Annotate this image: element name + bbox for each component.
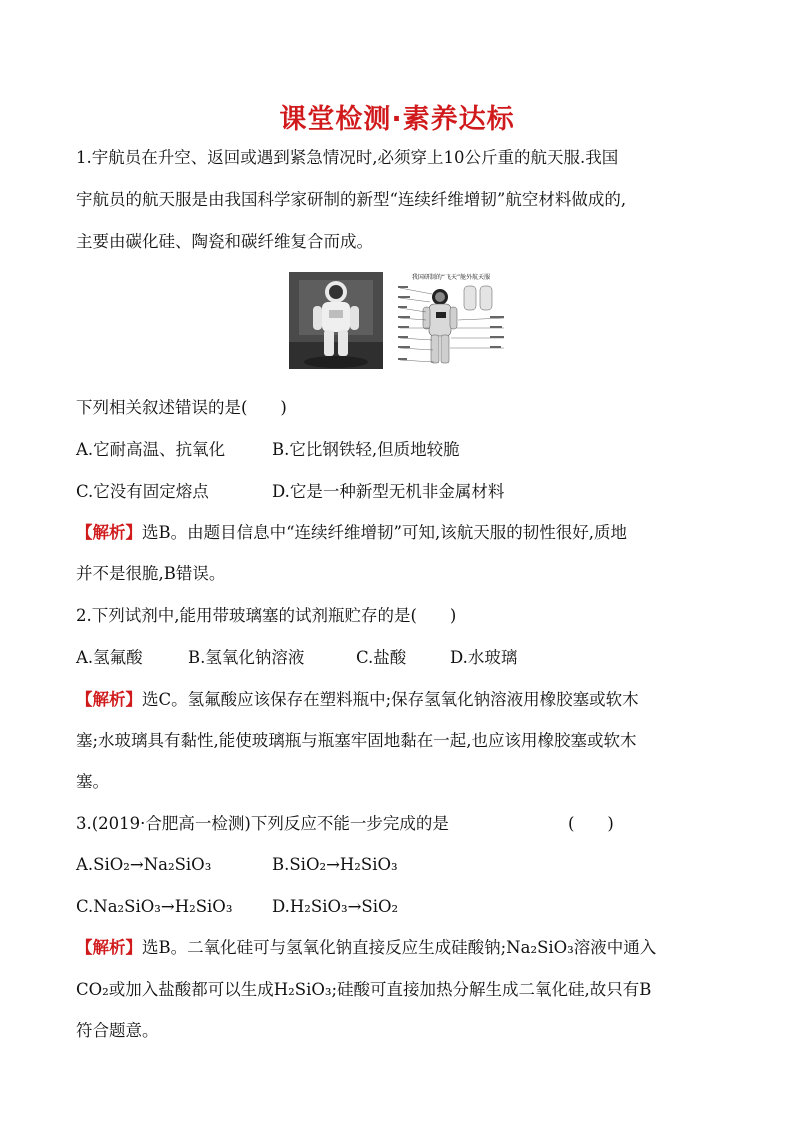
q3-answer-line-1 — [76, 936, 656, 960]
q3-option-a: A.SiO₂→Na₂SiO₃ — [76, 855, 212, 874]
page-title: 课堂检测·素养达标 — [279, 104, 515, 135]
q3-answer-line-3: 符合题意。 — [76, 1021, 159, 1040]
q3-answer-line-2: CO₂或加入盐酸都可以生成H₂SiO₃;硅酸可直接加热分解生成二氧化硅,故只有B — [76, 980, 652, 999]
q3-answer-paren: ( ) — [568, 814, 614, 833]
q1-text-line-2: 宇航员的航天服是由我国科学家研制的新型“连续纤维增韧”航空材料做成的, — [76, 190, 627, 209]
q3-option-b: B.SiO₂→H₂SiO₃ — [272, 855, 398, 874]
q2-stem: 2.下列试剂中,能用带玻璃塞的试剂瓶贮存的是( ) — [76, 606, 457, 625]
q2-answer-line-1 — [76, 688, 639, 712]
q2-option-d: D.水玻璃 — [450, 648, 518, 667]
q2-answer-text-1: 选C。氢氟酸应该保存在塑料瓶中;保存氢氧化钠溶液用橡胶塞或软木 — [142, 690, 639, 709]
q3-answer-text-1: 选B。二氧化硅可与氢氧化钠直接反应生成硅酸钠;Na₂SiO₃溶液中通入 — [142, 938, 657, 957]
diagram-caption: 我国研制的“飞天”舱外航天服 — [411, 274, 491, 281]
q3-option-c: C.Na₂SiO₃→H₂SiO₃ — [76, 897, 233, 916]
q2-option-c: C.盐酸 — [356, 648, 407, 667]
q3-stem: 3.(2019·合肥高一检测)下列反应不能一步完成的是 — [76, 814, 449, 833]
q2-option-a: A.氢氟酸 — [76, 648, 143, 667]
q3-answer-tag: 【解析】 — [76, 938, 142, 957]
q1-answer-line-2: 并不是很脆,B错误。 — [76, 564, 226, 583]
q2-answer-tag: 【解析】 — [76, 690, 142, 709]
q1-option-b: B.它比钢铁轻,但质地较脆 — [272, 440, 460, 459]
q2-option-b: B.氢氧化钠溶液 — [188, 648, 305, 667]
q3-option-d: D.H₂SiO₃→SiO₂ — [272, 897, 399, 916]
q1-option-c: C.它没有固定熔点 — [76, 482, 209, 501]
spacesuit-diagram — [396, 272, 506, 374]
q1-stem: 下列相关叙述错误的是( ) — [76, 398, 287, 417]
q2-answer-line-3: 塞。 — [76, 772, 109, 791]
q2-answer-line-2: 塞;水玻璃具有黏性,能使玻璃瓶与瓶塞牢固地黏在一起,也应该用橡胶塞或软木 — [76, 731, 637, 750]
q1-answer-line-1 — [76, 521, 627, 545]
q1-answer-text-1: 选B。由题目信息中“连续纤维增韧”可知,该航天服的韧性很好,质地 — [142, 523, 627, 542]
q1-option-d: D.它是一种新型无机非金属材料 — [272, 482, 505, 501]
q1-option-a: A.它耐高温、抗氧化 — [76, 440, 226, 459]
astronaut-photo — [289, 272, 383, 369]
q1-text-line-3: 主要由碳化硅、陶瓷和碳纤维复合而成。 — [76, 232, 373, 251]
q1-text-line-1: 1.宇航员在升空、返回或遇到紧急情况时,必须穿上10公斤重的航天服.我国 — [76, 148, 619, 167]
q1-answer-tag: 【解析】 — [76, 523, 142, 542]
